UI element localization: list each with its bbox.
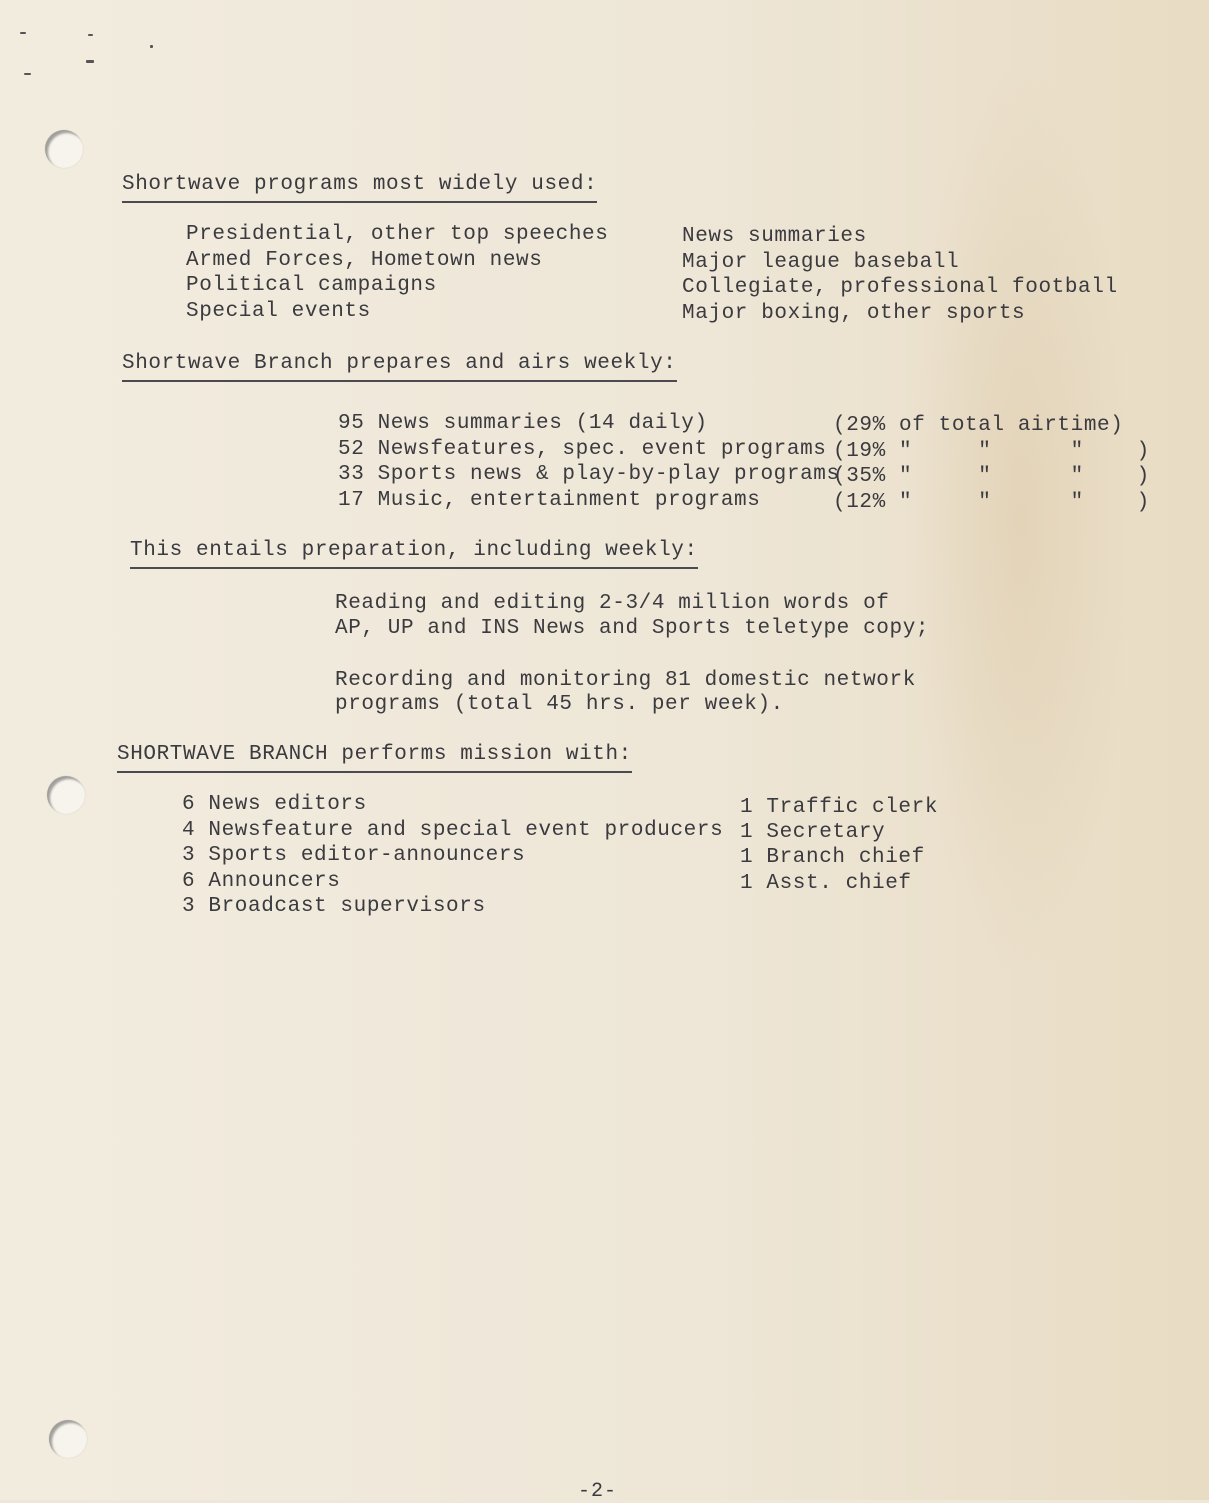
staff-left-2: 4 Newsfeature and special event producers (182, 819, 724, 842)
weekly-item-1: 95 News summaries (14 daily) (338, 412, 708, 435)
punch-hole-top (45, 130, 83, 168)
program-list-left-2: Armed Forces, Hometown news (186, 249, 543, 272)
punch-hole-middle (47, 776, 85, 814)
staff-left-1: 6 News editors (182, 793, 367, 816)
weekly-item-3: 33 Sports news & play-by-play programs (338, 463, 840, 486)
punch-hole-bottom (49, 1420, 87, 1458)
ink-speck (24, 73, 31, 75)
program-list-right-3: Collegiate, professional football (682, 276, 1118, 299)
staff-left-3: 3 Sports editor-announcers (182, 844, 526, 867)
weekly-percent-1: (29% of total airtime) (833, 414, 1124, 437)
staff-right-2: 1 Secretary (740, 821, 886, 844)
page-number: -2- (578, 1480, 618, 1503)
staff-left-5: 3 Broadcast supervisors (182, 895, 486, 918)
program-list-right-2: Major league baseball (682, 251, 960, 274)
weekly-percent-2: (19% " " " ) (833, 440, 1150, 463)
section-heading-weekly-airs: Shortwave Branch prepares and airs weekly: (122, 351, 677, 382)
program-list-right-4: Major boxing, other sports (682, 302, 1026, 325)
weekly-item-4: 17 Music, entertainment programs (338, 489, 761, 512)
staff-right-1: 1 Traffic clerk (740, 796, 939, 819)
preparation-paragraph-2-line-2: programs (total 45 hrs. per week). (335, 693, 784, 716)
program-list-left-3: Political campaigns (186, 274, 437, 297)
weekly-percent-3: (35% " " " ) (833, 465, 1150, 488)
program-list-left-1: Presidential, other top speeches (186, 223, 609, 246)
preparation-paragraph-2-line-1: Recording and monitoring 81 domestic network (335, 669, 916, 692)
ink-speck (88, 34, 93, 36)
staff-left-4: 6 Announcers (182, 870, 341, 893)
preparation-paragraph-1-line-2: AP, UP and INS News and Sports teletype copy; (335, 617, 930, 640)
ink-speck (86, 60, 94, 63)
ink-speck (20, 32, 26, 34)
weekly-item-2: 52 Newsfeatures, spec. event programs (338, 438, 827, 461)
section-heading-staff: SHORTWAVE BRANCH performs mission with: (117, 742, 632, 773)
program-list-left-4: Special events (186, 300, 371, 323)
ink-speck (150, 45, 153, 48)
section-heading-programs-used: Shortwave programs most widely used: (122, 172, 597, 203)
staff-right-4: 1 Asst. chief (740, 872, 912, 895)
staff-right-3: 1 Branch chief (740, 846, 925, 869)
section-heading-preparation: This entails preparation, including weekly: (130, 538, 698, 569)
program-list-right-1: News summaries (682, 225, 867, 248)
preparation-paragraph-1-line-1: Reading and editing 2-3/4 million words of (335, 592, 890, 615)
weekly-percent-4: (12% " " " ) (833, 491, 1150, 514)
